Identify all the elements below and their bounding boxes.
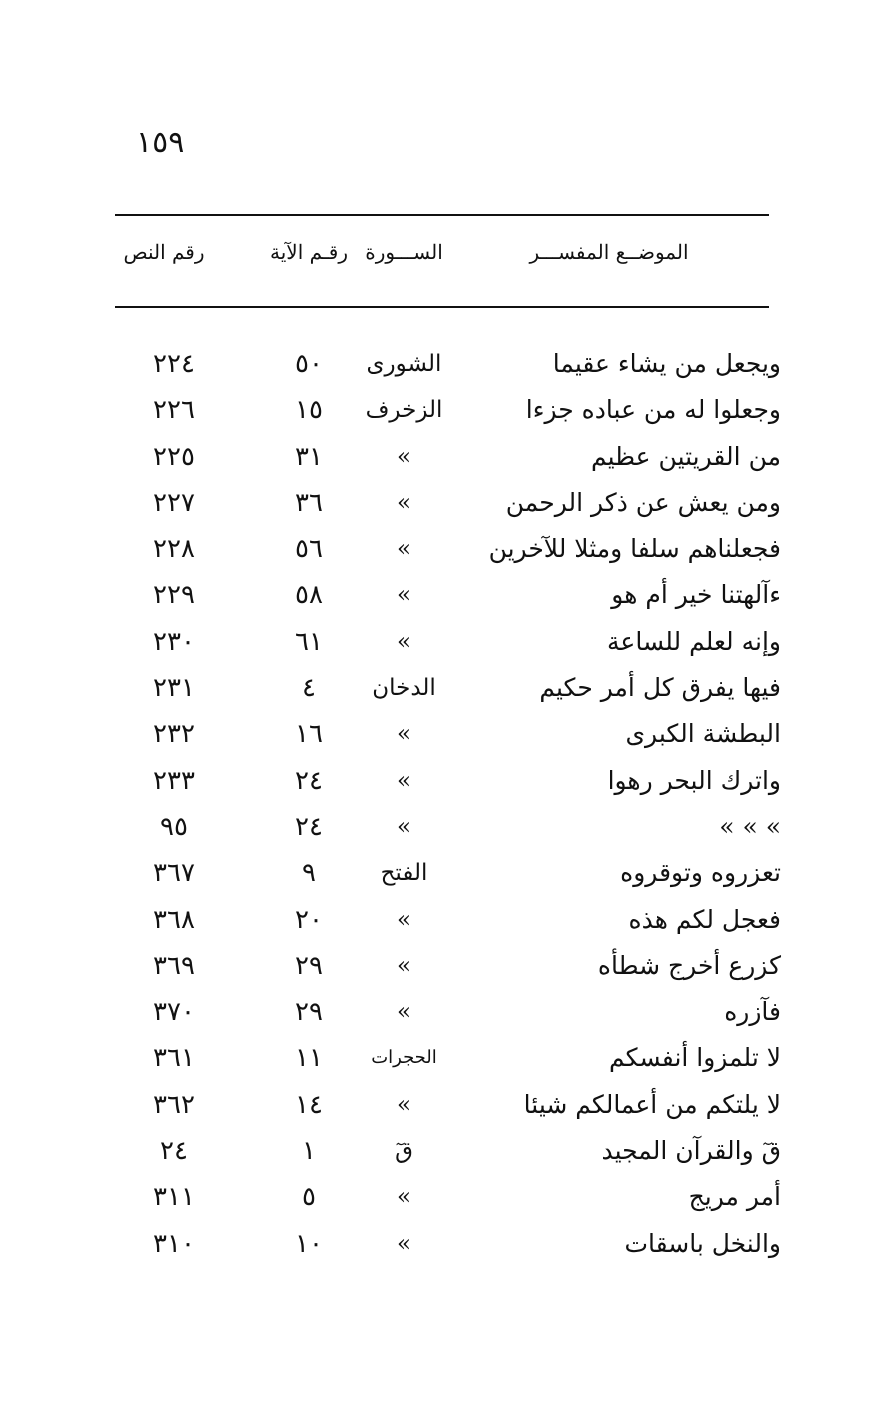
row-topic: » » » <box>719 811 781 841</box>
table-row <box>115 1177 781 1223</box>
row-topic: ءآلهتنا خير أم هو <box>611 580 781 610</box>
row-text-number: ٣٦١ <box>153 1043 195 1074</box>
table-row <box>115 761 781 807</box>
row-surah: » <box>396 1230 412 1257</box>
row-topic: تعزروه وتوقروه <box>620 858 781 888</box>
row-topic: البطشة الكبرى <box>625 719 781 749</box>
row-ayah-number: ٢٩ <box>295 997 323 1028</box>
table-row <box>115 853 781 899</box>
row-text-number: ٢٣٠ <box>153 626 195 657</box>
row-text-number: ٣٦٧ <box>153 858 195 889</box>
row-text-number: ٣٦٨ <box>153 904 195 935</box>
row-topic: قٓ والقرآن المجيد <box>601 1136 781 1166</box>
row-ayah-number: ٥٨ <box>295 580 323 611</box>
row-ayah-number: ٢٤ <box>295 765 323 796</box>
row-topic: لا تلمزوا أنفسكم <box>609 1043 781 1073</box>
row-ayah-number: ٤ <box>302 673 316 704</box>
row-surah: » <box>396 1091 412 1118</box>
row-ayah-number: ٢٩ <box>295 950 323 981</box>
row-surah: » <box>396 582 412 609</box>
header-text-number: رقم النص <box>123 240 205 264</box>
header-topic: الموضــع المفســـر <box>529 240 689 264</box>
row-surah: » <box>396 489 412 516</box>
row-topic: وجعلوا له من عباده جزءا <box>525 395 781 425</box>
row-surah: » <box>396 721 412 748</box>
row-ayah-number: ٢٤ <box>295 811 323 842</box>
row-text-number: ٣٧٠ <box>153 997 195 1028</box>
row-topic: فعجل لكم هذه <box>628 904 781 934</box>
row-topic: والنخل باسقات <box>624 1228 781 1258</box>
row-ayah-number: ١٥ <box>295 395 323 426</box>
header-ayah-number: رقـم الآية <box>270 240 348 264</box>
row-ayah-number: ٥٦ <box>295 534 323 565</box>
table-row <box>115 575 781 621</box>
row-ayah-number: ٥ <box>302 1182 316 1213</box>
table-row <box>115 437 781 483</box>
table-header <box>115 240 769 276</box>
row-surah: قٓ <box>395 1138 413 1165</box>
row-surah: » <box>396 767 412 794</box>
row-ayah-number: ٥٠ <box>295 349 323 379</box>
row-topic: فجعلناهم سلفا ومثلا للآخرين <box>488 534 781 564</box>
row-ayah-number: ٢٠ <box>295 904 323 935</box>
row-topic: واترك البحر رهوا <box>607 765 781 795</box>
table-row <box>115 1038 781 1084</box>
row-text-number: ٢٢٤ <box>153 349 195 379</box>
row-topic: كزرع أخرج شطأه <box>597 950 781 980</box>
header-surah: الســـورة <box>365 240 443 264</box>
row-surah: » <box>396 906 412 933</box>
row-surah: الفتح <box>380 860 428 887</box>
row-text-number: ٢٢٧ <box>153 487 195 518</box>
row-topic: فآزره <box>724 997 781 1027</box>
table-body <box>115 344 781 1270</box>
row-text-number: ٩٥ <box>160 811 188 842</box>
row-text-number: ٣٦٩ <box>153 950 195 981</box>
row-ayah-number: ٣٦ <box>295 487 323 518</box>
row-topic: فيها يفرق كل أمر حكيم <box>539 673 781 703</box>
row-surah: » <box>396 813 412 840</box>
row-text-number: ٢٢٥ <box>153 441 195 472</box>
row-ayah-number: ٦١ <box>295 626 323 657</box>
page-number: ١٥٩ <box>136 125 185 160</box>
row-text-number: ٢٢٨ <box>153 534 195 565</box>
row-surah: » <box>396 1184 412 1211</box>
row-topic: ويجعل من يشاء عقيما <box>552 349 781 378</box>
row-text-number: ٣١٠ <box>153 1228 195 1259</box>
table-row <box>115 807 781 853</box>
row-ayah-number: ١٤ <box>295 1089 323 1120</box>
row-ayah-number: ١١ <box>295 1043 323 1074</box>
row-ayah-number: ٣١ <box>295 441 323 472</box>
table-row <box>115 714 781 760</box>
row-text-number: ٢٣٣ <box>153 765 195 796</box>
row-ayah-number: ١٠ <box>295 1228 323 1259</box>
row-ayah-number: ١٦ <box>295 719 323 750</box>
row-topic: من القريتين عظيم <box>590 441 781 471</box>
table-row <box>115 622 781 668</box>
table-header-rule <box>115 306 769 308</box>
row-topic: ومن يعش عن ذكر الرحمن <box>505 487 781 517</box>
row-surah: الدخان <box>372 675 436 702</box>
row-ayah-number: ٩ <box>302 858 316 889</box>
table-row <box>115 1131 781 1177</box>
row-topic: أمر مريج <box>688 1182 781 1212</box>
table-row <box>115 390 781 436</box>
row-surah: الزخرف <box>365 397 443 424</box>
row-text-number: ٢٤ <box>160 1136 188 1167</box>
row-ayah-number: ١ <box>302 1136 316 1167</box>
row-text-number: ٢٢٦ <box>153 395 195 426</box>
table-row <box>115 529 781 575</box>
table-top-rule <box>115 214 769 216</box>
row-text-number: ٣٦٢ <box>153 1089 195 1120</box>
row-surah: » <box>396 443 412 470</box>
table-row <box>115 900 781 946</box>
row-surah: » <box>396 628 412 655</box>
row-surah: » <box>396 952 412 979</box>
row-topic: لا يلتكم من أعمالكم شيئا <box>523 1089 781 1119</box>
row-surah: » <box>396 999 412 1026</box>
row-surah: الشورى <box>366 351 442 377</box>
row-topic: وإنه لعلم للساعة <box>607 626 781 656</box>
row-text-number: ٢٢٩ <box>153 580 195 611</box>
row-text-number: ٢٣٢ <box>153 719 195 750</box>
row-surah: » <box>396 536 412 563</box>
table-row <box>115 992 781 1038</box>
table-row <box>115 1085 781 1131</box>
table-row <box>115 1224 781 1270</box>
table-row <box>115 344 781 390</box>
row-surah: الحجرات <box>371 1047 437 1069</box>
table-row <box>115 483 781 529</box>
row-text-number: ٣١١ <box>153 1182 195 1213</box>
row-text-number: ٢٣١ <box>153 673 195 704</box>
table-row <box>115 668 781 714</box>
table-row <box>115 946 781 992</box>
